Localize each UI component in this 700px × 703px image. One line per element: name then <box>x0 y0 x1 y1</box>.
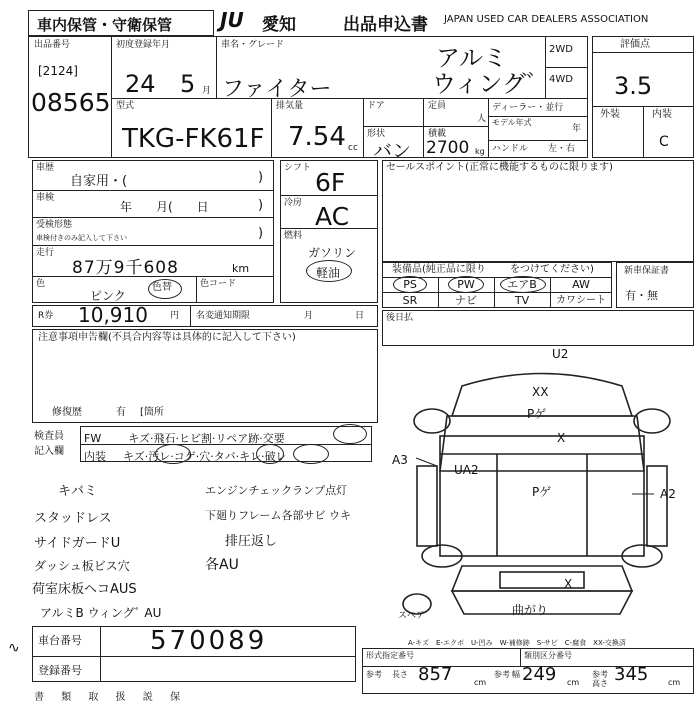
lot-number: 08565 <box>31 88 111 117</box>
mark-a3: A3 <box>392 453 408 467</box>
cert-label: 形式指定番号 <box>366 651 414 660</box>
chassis-number-label: 車台番号 <box>38 634 82 647</box>
registration-label: 初度登録年月 <box>116 40 171 50</box>
usage-value: 自家用・( <box>70 174 128 189</box>
displacement: 7.54 <box>288 122 346 152</box>
drive-4wd: 4WD <box>549 74 573 85</box>
mileage: 87万9千608 <box>72 258 179 278</box>
interior-score: C <box>659 134 669 150</box>
equip-airbag: エアB <box>507 278 537 291</box>
note-6-left: アルミB ウィングﾞ AU <box>40 606 162 620</box>
height-label: 高さ <box>592 679 608 688</box>
association-name: JAPAN USED CAR DEALERS ASSOCIATION <box>444 14 649 25</box>
note-3-left: サイドガードU <box>34 536 121 551</box>
note-4-left: ダッシュ板ビス穴 <box>34 559 130 573</box>
front-left-wheel <box>414 409 450 433</box>
load-unit: kg <box>475 147 485 156</box>
lot-code: [2124] <box>38 64 78 78</box>
usage-label: 車歴 <box>36 163 55 173</box>
model-name-label: 車名・グレード <box>221 40 285 50</box>
note-5-left: 荷室床板ヘコAUS <box>32 582 137 597</box>
equip-tv: TV <box>514 294 530 307</box>
shift-label: シフト <box>284 163 312 173</box>
check-mark: ∿ <box>8 640 20 656</box>
fuel-label: 燃料 <box>284 231 303 241</box>
equip-ps: PS <box>403 278 417 291</box>
width-ref: 参考 <box>494 670 510 679</box>
drive-2wd: 2WD <box>549 44 573 55</box>
capacity-unit: 人 <box>477 114 487 124</box>
inspector-label-1: 検査員 <box>34 431 64 442</box>
note-3-right: 排圧返し <box>225 534 278 549</box>
registration-year: 24 <box>125 70 156 98</box>
equip-pw: PW <box>457 278 475 291</box>
mark-bent: 曲がり <box>512 603 549 617</box>
new-guarantee-options: 有・無 <box>625 289 658 302</box>
door-label: ドア <box>367 101 385 111</box>
color-change: 色替 <box>152 282 172 293</box>
capacity-label: 定員 <box>428 101 447 111</box>
name-notice-month: 月 <box>304 311 314 321</box>
rear-label: 後日払 <box>386 313 414 323</box>
rear-block <box>382 310 694 346</box>
storage-notice: 車内保管・守衛保管 <box>37 16 173 34</box>
receive-note: 車検付きのみ記入して下さい <box>36 234 127 242</box>
notes-block <box>32 329 378 423</box>
category-label: 類別区分番号 <box>524 651 572 660</box>
right-side <box>647 466 667 546</box>
ju-logo: JU <box>220 8 244 32</box>
name-notice-label: 名変通知期限 <box>196 311 251 321</box>
equipment-label: 装備品(純正品に限り <box>392 264 486 275</box>
diagram-legend: A-キズ E-エクボ U-凹み W-補修跡 S-サビ C-腐食 XX-交換済 <box>408 639 626 647</box>
equip-aw: AW <box>572 278 590 291</box>
inspection-label: 車検 <box>36 193 55 203</box>
shift-value: 6F <box>315 168 346 197</box>
mark-pge-2: Pゲ <box>532 485 552 499</box>
width-value: 249 <box>522 664 557 685</box>
height-ref: 参考 <box>592 670 608 679</box>
fuel-circle <box>306 260 352 282</box>
model-code-label: 型式 <box>116 101 135 111</box>
color-value: ピンク <box>90 289 126 303</box>
auction-sheet: 車内保管・守衛保管 JU 愛知 出品申込書 JAPAN USED CAR DEALERS ASSOCIATION 出品番号 [2124] 08565 初度登録年月 24 5 月 車名・グレード ファイター アルミ ウィングﾞ 2WD 4WD 型式 TKG-FK61F 排気量 7.54 cc ドア 形状 バン 定員 人 積載 2700 kg ディーラー・並行 モデル年式 年 ハンドル 左・右 評価点 3.5 外装 内装 C 車歴 自家用・( ) 車検 年 月( 日 ) 受検形態 車検付きのみ記入して下さい ) 走行 87万9千608 km 色 ピンク 色替 色コード シフト 6F 冷房 AC 燃料 ガソリン 軽油 セールスポイント(正常に機能するものに限ります) 装備品(純正品に限り をつけてください) PS PW エアB AW SR ナビ TV カワシート 新車保証書 有・無 R券 10,910 円 名変通知期限 月 日 注意事項申告欄(不具合内容等は具体的に記入して下さい) 修復歴 有 [箇所 後日払 検査員 記入欄 FW キズ·飛石·ヒビ割·リペア跡·交要 内装 キズ·汚レ·コゲ·穴·タバ·キレ·破レ キバミ エンジンチェックランプ点灯 スタッドレス 下廻りフレーム各部サビ ウキ サイドガードU 排圧返し ダッシュ板ビス穴 各AU 荷室床板ヘコAUS アルミB ウィングﾞ AU U2 XX Pゲ X A3 UA2 Pゲ A2 X スペア 曲がり A-キズ E-エクボ U-凹み W-補修跡 S-サビ C-腐食 XX-交換済 車台番号 570089 登録番号 ∿ 書 類 取 扱 説 保 形式指定番号 類別区分番号 参考 長さ 857 cm 参考 幅 249 cm 参考 高さ 345 cm <box>0 0 700 700</box>
model-year-unit: 年 <box>572 124 582 134</box>
mark-x-2: X <box>564 577 573 591</box>
inspector-label-2: 記入欄 <box>34 446 64 457</box>
registration-month: 5 <box>180 70 196 98</box>
dealer-label: ディーラー・並行 <box>492 103 564 113</box>
body-shape: バン <box>373 140 412 162</box>
shape-label: 形状 <box>367 129 386 139</box>
stain-circle <box>155 444 191 464</box>
sales-point-label: セールスポイント(正常に機能するものに限ります) <box>386 162 613 173</box>
inspection-value: 年 月( 日 <box>120 200 209 214</box>
note-4-right: 各AU <box>205 557 239 573</box>
recycle-label: R券 <box>38 311 54 321</box>
load-capacity: 2700 <box>426 138 470 158</box>
equip-navi: ナビ <box>455 294 477 307</box>
note-2-right: 下廻りフレーム各部サビ ウキ <box>205 509 352 522</box>
mark-xx: XX <box>532 385 549 399</box>
exterior-label: 外装 <box>600 109 620 120</box>
new-guarantee-label: 新車保証書 <box>624 266 670 276</box>
length-label: 長さ <box>392 670 408 679</box>
repair-value: 有 <box>116 407 126 418</box>
replace-circle <box>333 424 367 444</box>
receive-label: 受検形態 <box>36 220 73 230</box>
storage-notice-box <box>28 10 214 36</box>
color-label: 色 <box>36 279 46 289</box>
grade-line-1: アルミ <box>436 44 508 72</box>
left-side <box>417 466 437 546</box>
ac-label: 冷房 <box>284 198 303 208</box>
mark-x-1: X <box>557 431 566 445</box>
equip-leather-seat: カワシート <box>556 295 606 306</box>
fuel-gasoline: ガソリン <box>308 246 357 260</box>
car-diagram <box>392 346 692 646</box>
mileage-label: 走行 <box>36 248 55 258</box>
airbag-circle <box>500 276 546 293</box>
note-2-left: スタッドレス <box>34 511 112 526</box>
grade-label: 評価点 <box>620 39 650 50</box>
length-ref: 参考 <box>366 670 382 679</box>
mark-spare: スペア <box>398 611 426 621</box>
model-year-label: モデル年式 <box>492 118 532 127</box>
length-value: 857 <box>418 664 453 685</box>
note-1-left: キバミ <box>58 484 98 499</box>
color-code-label: 色コード <box>200 279 237 289</box>
load-label: 積載 <box>428 129 447 139</box>
note-1-right: エンジンチェックランプ点灯 <box>205 484 348 497</box>
org-name: 愛知 <box>262 15 296 35</box>
registration-number-label: 登録番号 <box>38 664 82 677</box>
interior-row-label: 内装 <box>84 450 106 463</box>
recycle-amount: 10,910 <box>78 303 148 327</box>
mark-ua2: UA2 <box>454 463 479 477</box>
grade-line-2: ウィングﾞ <box>432 70 539 98</box>
repair-place: [箇所 <box>140 407 164 418</box>
mark-a2: A2 <box>660 487 676 501</box>
sales-point-block <box>382 160 694 262</box>
height-value: 345 <box>614 664 649 685</box>
lot-label: 出品番号 <box>34 40 71 50</box>
chassis-number: 570089 <box>150 626 268 656</box>
ps-circle <box>393 276 427 293</box>
interior-label: 内装 <box>652 109 672 120</box>
grade-score: 3.5 <box>614 72 653 100</box>
front-right-wheel <box>634 409 670 433</box>
recycle-unit: 円 <box>170 311 180 321</box>
registration-month-unit: 月 <box>202 86 212 96</box>
mileage-unit: km <box>232 262 250 275</box>
width-label: 幅 <box>512 670 520 679</box>
mark-u2: U2 <box>552 347 569 361</box>
model-code: TKG-FK61F <box>122 124 265 154</box>
fuel-diesel: 軽油 <box>316 266 341 280</box>
model-name: ファイター <box>222 77 332 102</box>
form-title: 出品申込書 <box>343 15 428 35</box>
documents-row: 書 類 取 扱 説 保 <box>34 692 180 703</box>
displacement-label: 排気量 <box>276 101 304 111</box>
handle-label: ハンドル <box>492 144 529 154</box>
caution-label: 注意事項申告欄(不具合内容等は具体的に記入して下さい) <box>38 332 296 343</box>
repair-label: 修復歴 <box>52 407 82 418</box>
tobacco-circle <box>256 444 284 464</box>
fw-label: FW <box>84 432 102 445</box>
tear-circle <box>293 444 329 464</box>
name-notice-day: 日 <box>355 311 365 321</box>
handle-options: 左・右 <box>548 144 576 154</box>
mark-pge-1: Pゲ <box>527 407 547 421</box>
color-change-circle <box>148 279 182 299</box>
ac-value: AC <box>315 202 350 231</box>
equip-sr: SR <box>402 294 418 307</box>
pw-circle <box>448 276 484 293</box>
displacement-unit: cc <box>348 143 358 153</box>
